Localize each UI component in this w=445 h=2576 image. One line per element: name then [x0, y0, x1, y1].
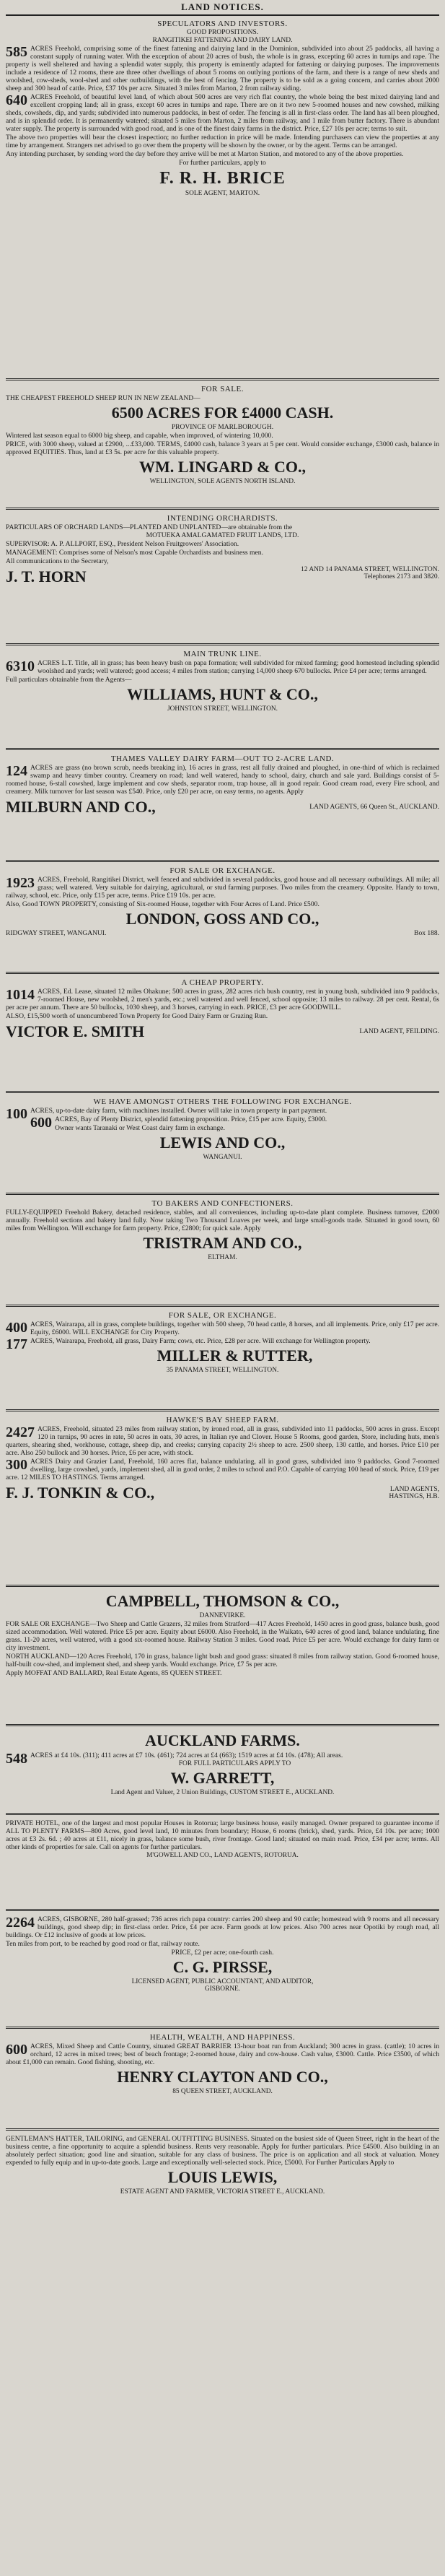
ad-paragraph: Full particulars obtainable from the Agents—: [6, 676, 132, 684]
advertiser-name: F. J. TONKIN & CO.,: [6, 1484, 155, 1502]
paragraph-text: ACRES, Freehold, Rangitikei District, well fenced and subdivided in several paddocks, good house and all necessary outbuildings. All mile; all grass; well watered. Very suitable for dairying, agricultural, or stud farming purposes. Two miles from the creamery. Opposite. Handy to town, railway, school, etc. Price, only £15 per acre, terms. Price £19 10s. per acre.: [6, 876, 439, 900]
ad-headline: THE CHEAPEST FREEHOLD SHEEP RUN IN NEW ZEALAND—: [6, 394, 201, 402]
ad-title: HEALTH, WEALTH, AND HAPPINESS.: [149, 2033, 296, 2042]
divider: [6, 1724, 439, 1726]
advertiser-name: MILLER & RUTTER,: [157, 1346, 313, 1365]
ad-paragraph: [6, 876, 439, 900]
paragraph-text: ACRES, GISBORNE, 280 half-grassed; 736 acres rich papa country: carries 200 sheep and 90 cattle; homestead with 9 rooms and all necessary buildings, good sheep dip; in first-class order. Price, £4 per acre. Farm goods at low prices. Also 700 acres near Opotiki by rough road, all buildings. Or £12 inclusive of goods at low prices.: [6, 1915, 439, 1939]
divider: [6, 1193, 439, 1195]
ad-title: THAMES VALLEY DAIRY FARM—OUT TO 2-ACRE LAND.: [110, 754, 335, 763]
ad-garrett: [6, 1730, 439, 1809]
acreage-number: 640: [6, 92, 27, 108]
acreage-number: 2427: [6, 1424, 35, 1440]
advertiser-city: GISBORNE.: [204, 1985, 241, 1993]
advertiser-address: ESTATE AGENT AND FARMER, VICTORIA STREET E., AUCKLAND.: [120, 2188, 325, 2196]
acreage-number: 177: [6, 1336, 27, 1352]
paragraph-text: ACRES at £4 10s. (311); 411 acres at £7 10s. (461); 724 acres at £4 (663); 1519 acres at £4 10s. (478); All areas.: [30, 1752, 343, 1759]
ad-paragraph: PARTICULARS OF ORCHARD LANDS—PLANTED AND UNPLANTED—are obtainable from the: [6, 523, 293, 531]
ad-paragraph: [6, 659, 439, 675]
ad-brice: [6, 19, 439, 375]
ad-lingard: [6, 384, 439, 504]
advertiser-name: WM. LINGARD & CO.,: [139, 458, 306, 476]
ad-price: PRICE, £2 per acre; one-fourth cash.: [171, 1949, 274, 1957]
advertiser-address: HASTINGS, H.B.: [389, 1493, 439, 1500]
advertiser-address: WANGANUI.: [203, 1154, 242, 1161]
advertiser-name: J. T. HORN: [6, 567, 87, 586]
ad-subtitle-2: RANGITIKEI FATTENING AND DAIRY LAND.: [152, 37, 293, 44]
advertiser-name: CAMPBELL, THOMSON & CO.,: [105, 1592, 340, 1610]
ad-paragraph: GENTLEMAN'S HATTER, TAILORING, and GENERAL OUTFITTING BUSINESS. Situated on the busiest side of Queen Street, right in the heart of the business centre, a fine opportunity to acquire a splendid business. Rents very reasonable. Apply for further particulars. Price £4500. Also building in an absolutely perfect situation; good line and situation, suitable for any class of business. The price is on application and all stock at valuation. Money expended to fully equip and in up-to-date goods. Large and exceptionally well-selected stock. Price, £5000. For Further Particulars Apply to: [6, 2135, 439, 2167]
paragraph-text: ACRES Freehold, comprising some of the finest fattening and dairying land in the Dominion, subdivided into about 25 paddocks, all having a constant supply of running water. With the exception of about 20 acres of bush, the whole is in grass, excepting 60 acres in turnips and rape. The property is well sheltered and having a splendid water supply, this property is eminently adapted for fattening or dairying purposes. The improvements include a residence of 12 rooms, there are three other dwellings of about 5 rooms on outlying portions of the farm, and there is a range of new sheds and woolshed, cow-sheds, wool-shed and other outbuildings, with the best of fencing. The property is to be sold as a going concern, and carries about 2000 sheep and 300 head of cattle. Price, £37 10s per acre. Situated 3 miles from Marton, 2 from railway siding.: [6, 45, 439, 92]
divider: [6, 2027, 439, 2029]
name-address-row: [6, 566, 439, 588]
advertiser-name: C. G. PIRSSE,: [172, 1958, 273, 1976]
paragraph-text: ACRES, Ed. Lease, situated 12 miles Ohakune; 500 acres in grass, 282 acres rich bush country, rest in young bush, subdivided into 9 paddocks, 7-roomed House, new woolshed, 2 men's yards, etc.; well watered and well fenced, school opposite; 13 miles to railway. 28 per cent. Rental, 6s per acre per annum. There are 50 bullocks, 1030 sheep, and 3 horses, carrying in each. PRICE, £3 per acre GOODWILL.: [6, 988, 439, 1011]
acreage-number: 1923: [6, 875, 35, 891]
divider: [6, 1305, 439, 1307]
advertiser-name: LEWIS AND CO.,: [159, 1133, 286, 1152]
ad-title: SPECULATORS AND INVESTORS.: [157, 19, 288, 28]
ad-paragraph: Any intending purchaser, by sending word the day before they arrive will be met at Marton Station, and motored to any of the above properties.: [6, 150, 404, 158]
advertiser-name: VICTOR E. SMITH: [6, 1022, 145, 1040]
ad-paragraph: [6, 93, 439, 133]
ad-paragraph: PRIVATE HOTEL, one of the largest and most popular Houses in Rotorua; large business house, easily managed. Owner prepared to guarantee income if ALL TO PLENTY FARMS—800 Acres, good level land, 10 minutes from boundary; House, 6 rooms (brick), shed, yards. Price, £4 10s. per acre; 1000 acres at £3 2s. 6d. ; 40 acres at £11, nicely in grass, balance some bush, river frontage. Good land; situated on main road. Price, £34 per acre; terms. All other kinds of properties for sale. Call on agents for further particulars.: [6, 1819, 439, 1851]
ad-paragraph: MANAGEMENT: Comprises some of Nelson's most Capable Orchardists and business men.: [6, 549, 263, 557]
ad-big-line: 6500 ACRES FOR £4000 CASH.: [111, 404, 334, 422]
ad-tonkin: [6, 1415, 439, 1581]
ad-paragraph: FOR SALE OR EXCHANGE—Two Sheep and Cattle Grazers, 32 miles from Stratford—417 Acres Freehold, 1450 acres in good grass, balance bush, good sized accommodation. Well watered. Price £5 per acre. Equity about £6000. Also Freehold, in the Waikato, 640 acres of good land, balance undulating, fine grass. 11-20 acres, well watered, with a good six-roomed house. Railway Station 3 miles. Good road. Price £5 per acre. Would exchange for dairy farm or city investment.: [6, 1620, 439, 1652]
acreage-number: 400: [6, 1320, 27, 1336]
advertiser-name: M'GOWELL AND CO., LAND AGENTS, ROTORUA.: [146, 1852, 299, 1859]
ad-paragraph: SUPERVISOR: A. P. ALLPORT, ESQ., President Nelson Fruitgrowers' Association.: [6, 540, 239, 548]
ad-title: WE HAVE AMONGST OTHERS THE FOLLOWING FOR EXCHANGE.: [93, 1097, 352, 1106]
acreage-number: 1014: [6, 987, 35, 1003]
ad-paragraph: [6, 1458, 439, 1481]
ad-paragraph: ALSO, £15,500 worth of unencumbered Town Property for Good Dairy Farm or Grazing Run.: [6, 1012, 268, 1020]
acreage-number: 600: [6, 2042, 27, 2058]
advertiser-address: WELLINGTON, SOLE AGENTS NORTH ISLAND.: [149, 478, 296, 485]
divider: [6, 2128, 439, 2131]
ad-horn: [6, 513, 439, 640]
ad-subtitle: PROVINCE OF MARLBOROUGH.: [171, 424, 274, 431]
divider: [6, 378, 439, 380]
advertiser-name: LOUIS LEWIS,: [167, 2168, 278, 2186]
paragraph-text: ACRES are grass (no brown scrub, needs breaking in), 16 acres in grass, rest all fully drained and ploughed, in one-third of which is reclaimed swamp and heavy timber country. Creamery on road; land well watered, handy to school, dairy, church and sale yard. Buildings consist of 5-roomed house, 6-stall cowshed, large implement and cow sheds, separator room, trap house, all in good repair. Good cream road, every Fire school, and creamery. Milk turnover for last season was £540. Price, only £20 per acre, on easy terms, no agents. Apply: [6, 764, 439, 796]
ad-paragraph: [6, 45, 439, 92]
paragraph-text: ACRES, Wairarapa, all in grass, complete buildings, together with 500 sheep, 70 head cattle, 8 horses, and all implements. Price, only £17 per acre. Equity, £6000. WILL EXCHANGE for City Property.: [30, 1320, 439, 1336]
ad-paragraph: The above two properties will bear the closest inspection; no further reduction in price will be made. Intending purchasers can view the properties at any time by arrangement. Strangers net advised to go over them the property will be shown by the owner, or by the agent. Terms can be arranged.: [6, 134, 439, 149]
ad-paragraph: [6, 1915, 439, 1939]
ad-london: [6, 866, 439, 968]
ad-williams: [6, 649, 439, 744]
acreage-number: 100: [6, 1106, 27, 1122]
ad-paragraph: PRICE, with 3000 sheep, valued at £2900, ...£33,000. TERMS, £4000 cash, balance 3 years at 5 per cent. Would consider exchange, £3000 cash, balance in approved EQUITIES. Thus, land at £3 5s. per acre for this valuable property.: [6, 440, 439, 456]
advertiser-address: DANNEVIRKE.: [199, 1612, 246, 1619]
advertiser-address: 85 QUEEN STREET, AUCKLAND.: [172, 2088, 273, 2095]
paragraph-text: ACRES, Freehold, situated 23 miles from railway station, by ironed road, all in grass, subdivided into 11 paddocks, 500 acres in grass. Except 120 in turnips, 90 acres in rate, 50 acres in oats, 30 acres, in Italian rye and Clover. House 5 Rooms, good garden, Store, including huts, men's quarters, shearing shed, workhouse, cottage, sheep dip, and creeks; carrying capacity 2½ sheep to acre. 2500 sheep, 130 cattle, and horses. Price £10 per acre. Also 250 bullock and 30 horses. Price, £6 per acre, with stock.: [6, 1425, 439, 1457]
advertiser-name: W. GARRETT,: [170, 1769, 275, 1787]
ad-lewis: [6, 1097, 439, 1189]
advertiser-address: RIDGWAY STREET, WANGANUI.: [6, 930, 107, 937]
ad-title: FOR SALE OR EXCHANGE.: [169, 866, 276, 875]
ad-title: INTENDING ORCHARDISTS.: [167, 514, 278, 523]
ad-paragraph: [6, 1425, 439, 1457]
advertiser-name: HENRY CLAYTON AND CO.,: [117, 2068, 328, 2086]
ad-subtitle: GOOD PROPOSITIONS.: [186, 29, 259, 36]
paragraph-text: ACRES, Wairarapa, Freehold, all grass, Dairy Farm; cows, etc. Price, £28 per acre. Will exchange for Wellington property.: [30, 1337, 371, 1345]
acreage-number: 2264: [6, 1915, 35, 1931]
advertiser-address: Land Agent and Valuer, 2 Union Buildings, CUSTOM STREET E., AUCKLAND.: [110, 1789, 335, 1796]
paragraph-text: ACRES Dairy and Grazier Land, Freehold, 160 acres flat, balance undulating, all in good grass, subdivided into 9 paddocks. Good 7-roomed dwelling, large cowshed, yards, implement shed, all in good order, 2 miles to school and P.O. Capable of carrying 100 head of stock. Price, £19 per acre. 12 MILES TO HASTINGS. Terms arranged.: [6, 1458, 439, 1481]
advertiser-address: LICENSED AGENT, PUBLIC ACCOUNTANT, AND AUDITOR,: [131, 1978, 314, 1985]
ad-paragraph: [6, 1336, 439, 1352]
divider: [6, 508, 439, 510]
acreage-number: 300: [6, 1457, 27, 1473]
advertiser-phone: Telephones 2173 and 3820.: [364, 573, 439, 580]
acreage-number: 124: [6, 763, 27, 779]
divider: [6, 860, 439, 862]
acreage-number: 585: [6, 44, 27, 60]
divider: [6, 1585, 439, 1587]
ad-pirsse: [6, 1915, 439, 2023]
address-row: [6, 930, 439, 937]
ad-clayton: [6, 2032, 439, 2125]
advertiser-address: 35 PANAMA STREET, WELLINGTON.: [166, 1367, 279, 1374]
acreage-number: 6310: [6, 658, 35, 674]
divider: [6, 14, 439, 16]
ad-paragraph: [6, 764, 439, 796]
ad-louis: [6, 2134, 439, 2242]
advertiser-role: LAND AGENTS, 66 Queen St., AUCKLAND.: [309, 804, 439, 811]
ad-paragraph: Ten miles from port, to be reached by good road or flat, railway route.: [6, 1940, 200, 1948]
paragraph-text: ACRES L.T. Title, all in grass; has been heavy bush on papa formation; well subdivided for mixed farming; good homestead including splendid woolshed and yards; well watered; good access; 4 miles from station; carrying 14,000 sheep 670 bullocks. Price £4 per acre; terms arranged.: [38, 659, 439, 675]
advertiser-address: JOHNSTON STREET, WELLINGTON.: [167, 705, 278, 713]
ad-tristram: [6, 1198, 439, 1301]
ad-smith: [6, 978, 439, 1087]
acreage-number: 548: [6, 1751, 27, 1767]
ad-paragraph: NORTH AUCKLAND—120 Acres Freehold, 170 in grass, balance light bush and good grass: situated 8 miles from railway station. Good 6-roomed house, half-built cow-shed, and implement shed, and sheep yards. Would exchange. Price, £7 5s per acre.: [6, 1653, 439, 1668]
ad-title: MAIN TRUNK LINE.: [183, 650, 262, 658]
ad-title: TO BAKERS AND CONFECTIONERS.: [151, 1199, 294, 1208]
paragraph-text: ACRES, up-to-date dairy farm, with machines installed. Owner will take in town property in part payment.: [30, 1107, 327, 1115]
divider: [6, 1813, 439, 1815]
advertiser-address: 12 AND 14 PANAMA STREET, WELLINGTON.: [300, 566, 439, 573]
divider: [6, 1409, 439, 1411]
paragraph-text: ACRES, Mixed Sheep and Cattle Country, situated GREAT BARRIER 13-hour boat run from Auckland; 300 acres in grass. (cattle); 10 acres in orchard, 12 acres in mixed trees; best of beach frontage; 2-roomed house, dairy and cow-house. Cash value, £3000. Cattle. Price £3500, of which about £1,000 can remain. Good fishing, shooting, etc.: [6, 2042, 439, 2066]
ad-paragraph: [6, 2042, 439, 2066]
ad-milburn: [6, 754, 439, 856]
advertiser-role: LAND AGENTS,: [389, 1486, 439, 1493]
ad-paragraph: Wintered last season equal to 6000 big sheep, and capable, when improved, of wintering 10,000.: [6, 432, 273, 440]
ad-title: A CHEAP PROPERTY.: [181, 978, 264, 987]
advertiser-name: LONDON, GOSS AND CO.,: [125, 910, 320, 928]
paragraph-text: ACRES Freehold, of beautiful level land, of which about 500 acres are very rich flat country, the whole being the best mixed dairying land and excellent cropping land; all in grass, except 60 acres in turnips and rape. There are on it two new 5-roomed houses and new cowshed, milking sheds, cowsheds, dip, and yards; subdivided into numerous paddocks, in best of order. The fencing is all in first-class order. The land has all been ploughed, and is in splendid order. It is permanently watered; situated 5 miles from Marton, 2 miles from railway, and 1 mile from butter factory. There is abundant water supply. The property is surrounded with good road, and is one of the finest dairy farms in the district. Price, £27 10s per acre; terms to suit.: [6, 93, 439, 133]
advertiser-role: LAND AGENT, FEILDING.: [359, 1028, 439, 1035]
ad-paragraph: For further particulars, apply to: [179, 159, 266, 167]
divider: [6, 748, 439, 750]
ad-paragraph: Owner wants Taranaki or West Coast dairy farm in exchange.: [55, 1124, 225, 1132]
ad-title: FOR SALE, OR EXCHANGE.: [168, 1311, 277, 1320]
advertiser-box: Box 188.: [414, 930, 439, 937]
advertiser-name: MILBURN AND CO.,: [6, 798, 156, 816]
ad-title: HAWKE'S BAY SHEEP FARM.: [166, 1416, 279, 1424]
advertiser-name: F. R. H. BRICE: [159, 169, 286, 188]
ad-paragraph: Apply MOFFAT AND BALLARD, Real Estate Agents, 85 QUEEN STREET.: [6, 1669, 222, 1677]
advertiser-address: ELTHAM.: [208, 1254, 237, 1261]
ad-paragraph: [6, 988, 439, 1011]
ad-title: AUCKLAND FARMS.: [145, 1731, 300, 1749]
divider: [6, 972, 439, 974]
paragraph-text: ACRES, Bay of Plenty District, splendid fattening proposition. Price, £15 per acre. Equity, £3000.: [55, 1115, 327, 1123]
divider: [6, 643, 439, 645]
ad-paragraph: FULLY-EQUIPPED Freehold Bakery, detached residence, stables, and all conveniences, including up-to-date plant complete. Business turnover, £2000 annually. Freehold sections and bakery land fully. Now taking Two Thousand Loaves per week, and large small-goods trade. Situated in good town, 60 miles from Wellington. Will exchange for farm property. Price, £2800; for quick sale. Apply: [6, 1209, 439, 1232]
name-row: [6, 1021, 439, 1043]
acreage-number: 600: [30, 1115, 52, 1131]
ad-campbell: [6, 1591, 439, 1720]
page-header: LAND NOTICES.: [181, 1, 264, 12]
advertiser-name: TRISTRAM AND CO.,: [143, 1234, 302, 1252]
name-row: [6, 1482, 439, 1504]
ad-miller: [6, 1310, 439, 1406]
ad-paragraph: All communications to the Secretary,: [6, 557, 109, 565]
ad-title: FOR SALE.: [201, 385, 244, 393]
ad-paragraph: Also, Good TOWN PROPERTY, consisting of Six-roomed House, together with Four Acres of Land. Price £500.: [6, 900, 320, 908]
name-row: [6, 796, 439, 818]
ad-paragraph: [6, 1320, 439, 1336]
advertiser-name: WILLIAMS, HUNT & CO.,: [127, 685, 318, 703]
ad-mcgowell: [6, 1819, 439, 1905]
company-name: MOTUEKA AMALGAMATED FRUIT LANDS, LTD.: [146, 532, 299, 539]
divider: [6, 1909, 439, 1911]
advertiser-role: SOLE AGENT, MARTON.: [185, 190, 260, 197]
divider: [6, 1091, 439, 1093]
ad-subtitle: FOR FULL PARTICULARS APPLY TO: [178, 1760, 291, 1767]
